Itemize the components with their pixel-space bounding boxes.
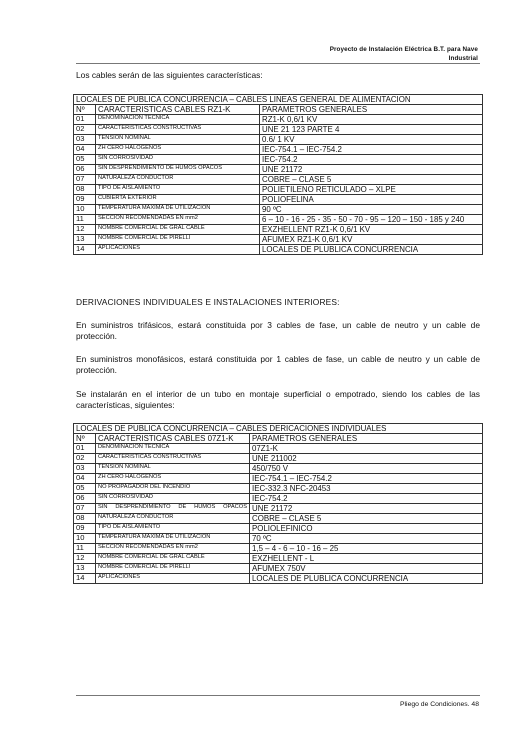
row-value: 0.6/ 1 KV xyxy=(260,135,483,145)
table-row xyxy=(74,165,483,175)
table-title-row xyxy=(74,95,483,105)
row-characteristic: TIPO DE AISLAMIENTO xyxy=(96,524,250,534)
row-characteristic: TENSION NOMINAL xyxy=(96,135,260,145)
row-characteristic: APLICACIONES xyxy=(96,245,260,255)
header-project-subtitle: Industrial xyxy=(448,55,478,63)
row-number: 11 xyxy=(74,215,96,225)
row-characteristic: SIN CORROSIVIDAD xyxy=(96,494,250,504)
row-number: 06 xyxy=(74,165,96,175)
table-row xyxy=(74,454,483,464)
row-characteristic: SECCION RECOMENDADAS EN mm2 xyxy=(96,544,250,554)
row-number: 07 xyxy=(74,504,96,514)
row-characteristic: NOMBRE COMERCIAL DE PIRELLI xyxy=(96,235,260,245)
row-characteristic: DENOMINACION TECNICA xyxy=(96,444,250,454)
row-value: 6 – 10 - 16 - 25 - 35 - 50 - 70 - 95 – 120 – 150 - 185 y 240 xyxy=(260,215,483,225)
table-row xyxy=(74,484,483,494)
paragraph-single-phase: En suministros monofásicos, estará constituida por 1 cables de fase, un cable de neutro y un cable de protección. xyxy=(76,354,480,376)
table-row xyxy=(74,175,483,185)
row-value: POLIOFELINA xyxy=(260,195,483,205)
row-characteristic: NO PROPAGADOR DEL INCENDIO xyxy=(96,484,250,494)
row-number: 03 xyxy=(74,464,96,474)
row-number: 14 xyxy=(74,574,96,584)
page-footer: Pliego de Condiciones. 48 xyxy=(400,701,479,708)
row-value: UNE 21172 xyxy=(260,165,483,175)
row-value: EXZHELLENT RZ1-K 0,6/1 KV xyxy=(260,225,483,235)
row-number: 10 xyxy=(74,534,96,544)
row-value: 1,5 – 4 - 6 – 10 - 16 – 25 xyxy=(250,544,483,554)
row-value: RZ1-K 0,6/1 KV xyxy=(260,115,483,125)
row-value: IEC-754.1 – IEC-754.2 xyxy=(250,474,483,484)
column-header-characteristics: CARACTERISTICAS CABLES RZ1-K xyxy=(96,105,260,115)
row-characteristic: SIN DESPRENDIMIENTO DE HUMOS OPACOS xyxy=(96,504,250,514)
row-characteristic: CUBIERTA EXTERIOR xyxy=(96,195,260,205)
row-number: 12 xyxy=(74,554,96,564)
row-characteristic: NOMBRE COMERCIAL DE GRAL CABLE xyxy=(96,225,260,235)
row-value: IEC-754.1 – IEC-754.2 xyxy=(260,145,483,155)
row-value: IEC-754.2 xyxy=(250,494,483,504)
row-characteristic: CARACTERISTICAS CONSTRUCTIVAS xyxy=(96,125,260,135)
table-row xyxy=(74,554,483,564)
table-row xyxy=(74,115,483,125)
row-characteristic: SIN CORROSIVIDAD xyxy=(96,155,260,165)
row-number: 08 xyxy=(74,185,96,195)
table-row xyxy=(74,145,483,155)
table-row xyxy=(74,494,483,504)
row-number: 01 xyxy=(74,115,96,125)
table-row xyxy=(74,574,483,584)
table-row xyxy=(74,195,483,205)
row-number: 08 xyxy=(74,514,96,524)
row-number: 07 xyxy=(74,175,96,185)
header-divider xyxy=(76,63,480,64)
table-row xyxy=(74,544,483,554)
table-header-row xyxy=(74,434,483,444)
column-header-number: Nº xyxy=(74,105,96,115)
footer-divider xyxy=(76,695,480,696)
row-characteristic: NOMBRE COMERCIAL DE PIRELLI xyxy=(96,564,250,574)
row-characteristic: TEMPERATURA MAXIMA DE UTILIZACION xyxy=(96,534,250,544)
table-header-row xyxy=(74,105,483,115)
row-characteristic: DENOMINACION TECNICA xyxy=(96,115,260,125)
row-value: IEC-332.3 NFC-20453 xyxy=(250,484,483,494)
table-title-row xyxy=(74,424,483,434)
row-characteristic: APLICACIONES xyxy=(96,574,250,584)
table-row xyxy=(74,534,483,544)
row-value: 07Z1-K xyxy=(250,444,483,454)
row-characteristic: CARACTERISTICAS CONSTRUCTIVAS xyxy=(96,454,250,464)
row-value: COBRE – CLASE 5 xyxy=(250,514,483,524)
row-number: 06 xyxy=(74,494,96,504)
cable-table-rz1k xyxy=(73,94,483,255)
table-row xyxy=(74,155,483,165)
table-row xyxy=(74,504,483,514)
row-value: AFUMEX RZ1-K 0,6/1 KV xyxy=(260,235,483,245)
row-value: 450/750 V xyxy=(250,464,483,474)
row-value: UNE 21 123 PARTE 4 xyxy=(260,125,483,135)
table-row xyxy=(74,524,483,534)
row-number: 09 xyxy=(74,524,96,534)
row-number: 13 xyxy=(74,235,96,245)
table-row xyxy=(74,135,483,145)
row-number: 10 xyxy=(74,205,96,215)
column-header-number: Nº xyxy=(74,434,96,444)
row-value: 90 ºC xyxy=(260,205,483,215)
row-value: 70 ºC xyxy=(250,534,483,544)
row-number: 05 xyxy=(74,155,96,165)
row-number: 01 xyxy=(74,444,96,454)
header-project-title: Proyecto de Instalación Eléctrica B.T. para Nave xyxy=(329,46,478,53)
table-row xyxy=(74,564,483,574)
table-row xyxy=(74,215,483,225)
table-title: LOCALES DE PUBLICA CONCURRENCIA – CABLES DERICACIONES INDIVIDUALES xyxy=(74,424,483,434)
row-number: 11 xyxy=(74,544,96,554)
table-row xyxy=(74,474,483,484)
paragraph-three-phase: En suministros trifásicos, estará constituida por 3 cables de fase, un cable de neutro y un cable de protección. xyxy=(76,320,480,342)
table-row xyxy=(74,245,483,255)
table-row xyxy=(74,514,483,524)
column-header-parameters: PARAMETROS GENERALES xyxy=(250,434,483,444)
table-row xyxy=(74,205,483,215)
row-number: 02 xyxy=(74,125,96,135)
row-number: 14 xyxy=(74,245,96,255)
row-number: 12 xyxy=(74,225,96,235)
row-value: COBRE – CLASE 5 xyxy=(260,175,483,185)
row-number: 04 xyxy=(74,474,96,484)
section-heading: DERIVACIONES INDIVIDUALES E INSTALACIONES INTERIORES: xyxy=(76,297,340,307)
row-value: UNE 211002 xyxy=(250,454,483,464)
page-header xyxy=(238,45,478,63)
row-value: IEC-754.2 xyxy=(260,155,483,165)
row-value: AFUMEX 750V xyxy=(250,564,483,574)
row-characteristic: TENSION NOMINAL xyxy=(96,464,250,474)
cable-table-07z1k xyxy=(73,423,483,584)
row-value: UNE 21172 xyxy=(250,504,483,514)
table-row xyxy=(74,185,483,195)
table-row xyxy=(74,464,483,474)
paragraph-conduit: Se instalarán en el interior de un tubo en montaje superficial o empotrado, siendo los cables de las características, siguientes: xyxy=(76,389,480,411)
row-value: EXZHELLENT - L xyxy=(250,554,483,564)
row-number: 09 xyxy=(74,195,96,205)
row-number: 13 xyxy=(74,564,96,574)
table-row xyxy=(74,235,483,245)
table-row xyxy=(74,444,483,454)
row-characteristic: SECCION RECOMENDADAS EN mm2 xyxy=(96,215,260,225)
row-characteristic: ZH CERO HALOGENOS xyxy=(96,474,250,484)
row-number: 02 xyxy=(74,454,96,464)
row-number: 03 xyxy=(74,135,96,145)
row-number: 04 xyxy=(74,145,96,155)
row-characteristic: TEMPERATURA MAXIMA DE UTILIZACION xyxy=(96,205,260,215)
row-value: LOCALES DE PLUBLICA CONCURRENCIA xyxy=(260,245,483,255)
row-value: LOCALES DE PLUBLICA CONCURRENCIA xyxy=(250,574,483,584)
row-value: POLIETILENO RETICULADO – XLPE xyxy=(260,185,483,195)
row-value: POLIOLEFINICO xyxy=(250,524,483,534)
table-title: LOCALES DE PUBLICA CONCURRENCIA – CABLES LINEAS GENERAL DE ALIMENTACION xyxy=(74,95,483,105)
column-header-characteristics: CARACTERISTICAS CABLES 07Z1-K xyxy=(96,434,250,444)
row-characteristic: ZH CERO HALOGENOS xyxy=(96,145,260,155)
row-characteristic: SIN DESPRENDIMIENTO DE HUMOS OPACOS xyxy=(96,165,260,175)
column-header-parameters: PARAMETROS GENERALES xyxy=(260,105,483,115)
table-row xyxy=(74,125,483,135)
row-characteristic: NATURALEZA CONDUCTOR xyxy=(96,175,260,185)
table-row xyxy=(74,225,483,235)
row-characteristic: TIPO DE AISLAMIENTO xyxy=(96,185,260,195)
row-characteristic: NATURALEZA CONDUCTOR xyxy=(96,514,250,524)
row-number: 05 xyxy=(74,484,96,494)
row-characteristic: NOMBRE COMERCIAL DE GRAL CABLE xyxy=(96,554,250,564)
intro-paragraph: Los cables serán de las siguientes características: xyxy=(76,70,263,80)
